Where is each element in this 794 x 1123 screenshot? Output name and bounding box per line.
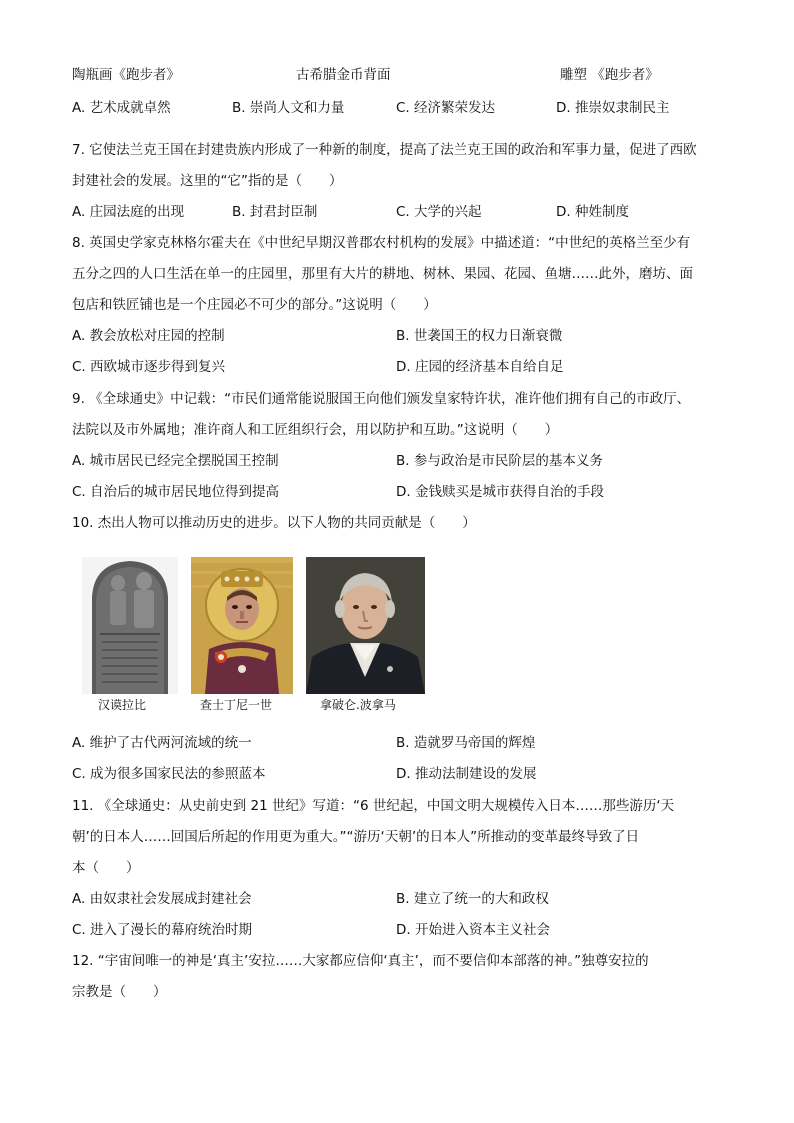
- q9-option-a: A. 城市居民已经完全摆脱国王控制: [72, 453, 279, 469]
- justinian-mosaic-image: [191, 557, 293, 694]
- portrait-image: [306, 557, 425, 694]
- q11-stem-line-3: 本（ ）: [72, 860, 140, 876]
- q9-option-c: C. 自治后的城市居民地位得到提高: [72, 484, 280, 500]
- q10-option-d: D. 推动法制建设的发展: [396, 766, 537, 782]
- q6-caption-vase: 陶瓶画《跑步者》: [72, 67, 180, 83]
- q10-option-a: A. 维护了古代两河流域的统一: [72, 735, 252, 751]
- q6-caption-sculpture: 雕塑 《跑步者》: [560, 67, 659, 83]
- q7-option-a: A. 庄园法庭的出现: [72, 204, 185, 220]
- q11-option-c: C. 进入了漫长的幕府统治时期: [72, 922, 253, 938]
- q7-option-c: C. 大学的兴起: [396, 204, 482, 220]
- q7-stem-line-1: 7. 它使法兰克王国在封建贵族内形成了一种新的制度，提高了法兰克王国的政治和军事力量，促进了西欧: [72, 142, 697, 158]
- q6-option-b: B. 崇尚人文和力量: [232, 100, 345, 116]
- q8-stem-line-2: 五分之四的人口生活在单一的庄园里，那里有大片的耕地、树林、果园、花园、鱼塘……此外，磨坊、面: [72, 266, 693, 282]
- q8-option-c: C. 西欧城市逐步得到复兴: [72, 359, 226, 375]
- q6-option-c: C. 经济繁荣发达: [396, 100, 496, 116]
- q8-stem-line-1: 8. 英国史学家克林格尔霍夫在《中世纪早期汉普郡农村机构的发展》中描述道：“中世纪的英格兰至少有: [72, 235, 691, 251]
- q11-stem-line-1: 11. 《全球通史：从史前史到 21 世纪》写道：“6 世纪起，中国文明大规模传入日本……那些游历‘天: [72, 798, 675, 814]
- q10-option-c: C. 成为很多国家民法的参照蓝本: [72, 766, 266, 782]
- q6-caption-coin: 古希腊金币背面: [296, 67, 391, 83]
- q7-stem-line-2: 封建社会的发展。这里的“它”指的是（ ）: [72, 173, 343, 189]
- hammurabi-stele-image: [82, 557, 178, 694]
- q10-stem-line-1: 10. 杰出人物可以推动历史的进步。以下人物的共同贡献是（ ）: [72, 515, 476, 531]
- q10-option-b: B. 造就罗马帝国的辉煌: [396, 735, 536, 751]
- q10-caption-2: 查士丁尼一世: [200, 698, 273, 712]
- q8-option-a: A. 教会放松对庄园的控制: [72, 328, 225, 344]
- q7-option-d: D. 种姓制度: [556, 204, 629, 220]
- q9-option-d: D. 金钱赎买是城市获得自治的手段: [396, 484, 604, 500]
- q8-stem-line-3: 包店和铁匠铺也是一个庄园必不可少的部分。”这说明（ ）: [72, 297, 437, 313]
- q12-stem-line-2: 宗教是（ ）: [72, 984, 167, 1000]
- q10-caption-1: 汉谟拉比: [98, 698, 147, 712]
- q9-stem-line-2: 法院以及市外属地；准许商人和工匠组织行会，用以防护和互助。”这说明（ ）: [72, 422, 559, 438]
- q8-option-b: B. 世袭国王的权力日渐衰微: [396, 328, 563, 344]
- q9-stem-line-1: 9. 《全球通史》中记载：“市民们通常能说服国王向他们颁发皇家特许状，准许他们拥有自己的市政厅、: [72, 391, 691, 407]
- q9-option-b: B. 参与政治是市民阶层的基本义务: [396, 453, 603, 469]
- q10-caption-3: 拿破仑.波拿马: [320, 698, 396, 712]
- q6-option-d: D. 推崇奴隶制民主: [556, 100, 670, 116]
- q8-option-d: D. 庄园的经济基本自给自足: [396, 359, 564, 375]
- q12-stem-line-1: 12. “宇宙间唯一的神是‘真主’安拉……大家都应信仰‘真主’，而不要信仰本部落的神。”独尊安拉的: [72, 953, 649, 969]
- q11-stem-line-2: 朝’的日本人……回国后所起的作用更为重大。”“游历‘天朝’的日本人”所推动的变革最终导致了日: [72, 829, 640, 845]
- q11-option-a: A. 由奴隶社会发展成封建社会: [72, 891, 252, 907]
- q7-option-b: B. 封君封臣制: [232, 204, 318, 220]
- q6-option-a: A. 艺术成就卓然: [72, 100, 171, 116]
- q11-option-b: B. 建立了统一的大和政权: [396, 891, 549, 907]
- q11-option-d: D. 开始进入资本主义社会: [396, 922, 550, 938]
